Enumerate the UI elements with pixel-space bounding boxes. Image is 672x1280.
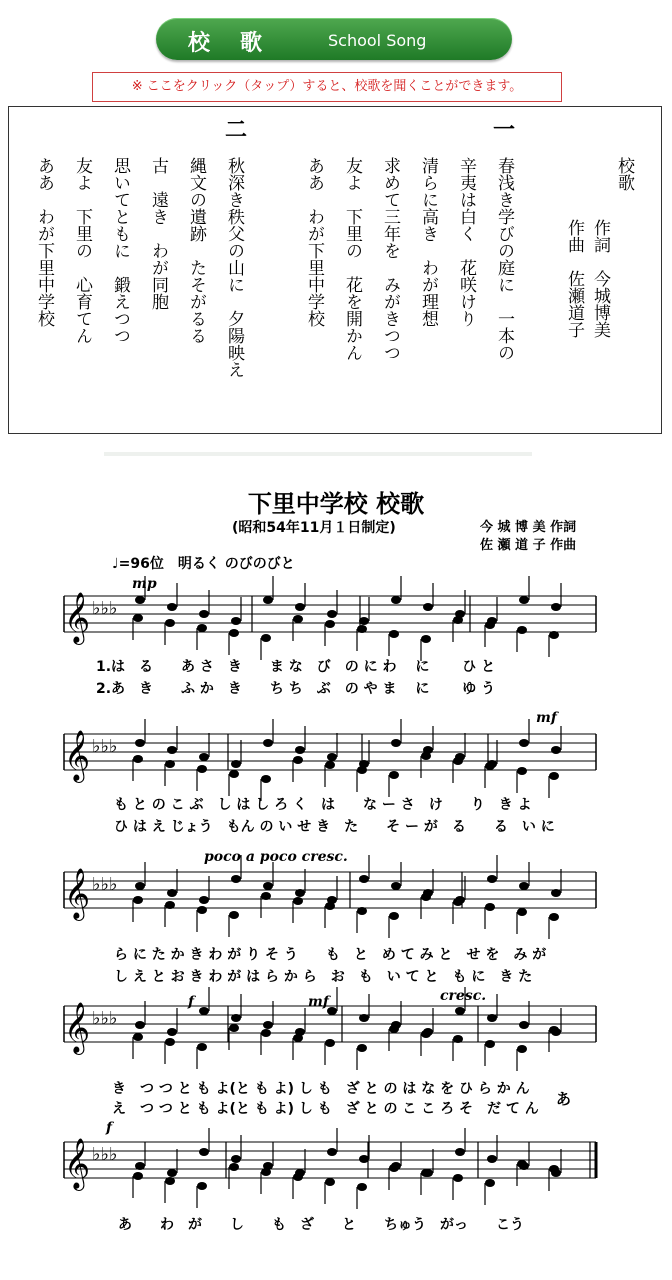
verse2-line: 友よ 下里の 心育てん: [72, 157, 92, 344]
note-head: [295, 746, 305, 754]
note-head: [261, 1168, 271, 1176]
note-head: [327, 753, 337, 761]
banner-subtitle: School Song: [328, 31, 427, 50]
note-head: [135, 739, 145, 747]
key-signature-icon: ♭♭♭: [92, 736, 118, 757]
note-head: [229, 770, 239, 778]
note-head: [487, 875, 497, 883]
note-head: [133, 1172, 143, 1180]
note-head: [519, 1021, 529, 1029]
note-head: [135, 596, 145, 604]
note-head: [517, 626, 527, 634]
note-head: [231, 1155, 241, 1163]
note-head: [485, 762, 495, 770]
verse2-line: 秋深き秩父の山に 夕陽映え: [224, 157, 244, 378]
note-head: [231, 1014, 241, 1022]
note-head: [551, 889, 561, 897]
score-date: (昭和54年11月１日制定): [232, 520, 396, 536]
note-head: [421, 893, 431, 901]
note-head: [549, 913, 559, 921]
note-head: [261, 1029, 271, 1037]
verse1-number: 一: [493, 117, 516, 143]
score-lyric-row: ひ は え じょう もん の い せ き た そ ー が る る い に: [114, 819, 555, 835]
verse1-line: 求めて三年を みがきつつ: [380, 157, 400, 361]
note-head: [229, 629, 239, 637]
play-song-link[interactable]: ※ ここをクリック（タップ）すると、校歌を聞くことができます。: [92, 72, 562, 102]
dynamic-f: f: [188, 994, 195, 1010]
note-head: [485, 1179, 495, 1187]
note-head: [231, 760, 241, 768]
note-head: [167, 603, 177, 611]
note-head: [133, 614, 143, 622]
note-head: [263, 1021, 273, 1029]
note-head: [455, 1007, 465, 1015]
note-head: [261, 892, 271, 900]
note-head: [517, 767, 527, 775]
note-head: [295, 889, 305, 897]
note-head: [389, 630, 399, 638]
note-head: [327, 610, 337, 618]
note-head: [325, 761, 335, 769]
note-head: [359, 617, 369, 625]
note-head: [167, 1169, 177, 1177]
note-head: [263, 739, 273, 747]
treble-clef-icon: 𝄞: [64, 592, 91, 643]
note-head: [487, 1155, 497, 1163]
note-head: [165, 901, 175, 909]
note-head: [199, 1007, 209, 1015]
note-head: [357, 766, 367, 774]
verse1-line: ああ わが下里中学校: [304, 157, 324, 327]
note-head: [421, 1169, 431, 1177]
note-head: [551, 603, 561, 611]
note-head: [293, 897, 303, 905]
note-head: [485, 1040, 495, 1048]
verse2-line: ああ わが下里中学校: [34, 157, 54, 327]
dynamic-f-2: f: [106, 1120, 113, 1136]
note-head: [357, 625, 367, 633]
note-head: [261, 634, 271, 642]
note-head: [167, 1028, 177, 1036]
score-lyric-row: き つ つ と も よ(と も よ) し も ざ と の は な を ひ ら か ん: [112, 1081, 530, 1097]
note-head: [389, 1164, 399, 1172]
note-head: [357, 907, 367, 915]
score-lyric-row: し え と お き わ が は ら か ら お も い て と も に き た: [114, 969, 533, 985]
note-head: [135, 1021, 145, 1029]
note-head: [293, 756, 303, 764]
score-title: 下里中学校 校歌: [247, 490, 425, 518]
note-head: [453, 616, 463, 624]
key-signature-icon: ♭♭♭: [92, 598, 118, 619]
note-head: [357, 1183, 367, 1191]
note-head: [453, 757, 463, 765]
note-head: [517, 1160, 527, 1168]
note-head: [197, 1043, 207, 1051]
note-head: [261, 775, 271, 783]
note-head: [263, 596, 273, 604]
note-head: [389, 1025, 399, 1033]
note-head: [133, 896, 143, 904]
verse1-line: 春浅き学びの庭に 一本の: [494, 157, 514, 361]
note-head: [325, 620, 335, 628]
verse1-line: 辛夷は白く 花咲けり: [456, 157, 476, 327]
note-head: [295, 603, 305, 611]
note-head: [421, 752, 431, 760]
tempo-marking: ♩=96位 明るく のびのびと: [112, 556, 295, 572]
note-head: [165, 1038, 175, 1046]
score-lyricist: 今 城 博 美 作詞: [480, 520, 577, 535]
score-lyric-row: ら に た か き わ が り そ う も と め て み と せ を み が: [114, 947, 547, 963]
note-head: [453, 1174, 463, 1182]
note-head: [549, 1026, 559, 1034]
note-head: [487, 1014, 497, 1022]
note-head: [165, 619, 175, 627]
note-head: [485, 903, 495, 911]
note-head: [359, 1014, 369, 1022]
music-credit: 作曲 佐瀬道子: [564, 219, 584, 338]
note-head: [197, 906, 207, 914]
note-head: [549, 631, 559, 639]
note-head: [199, 753, 209, 761]
score-lyric-row: 1.は る あ さ き ま な び の に わ に ひ と: [96, 659, 496, 675]
dynamic-poco-cresc: poco a poco cresc.: [204, 849, 348, 865]
verse2-line: 縄文の遺跡 たそがるる: [186, 157, 206, 344]
dynamic-mf-2: mf: [308, 994, 329, 1010]
note-head: [325, 1178, 335, 1186]
note-head: [519, 739, 529, 747]
note-head: [549, 772, 559, 780]
note-head: [517, 908, 527, 916]
note-head: [325, 1039, 335, 1047]
note-head: [133, 755, 143, 763]
verse2-line: 思いてともに 鍛えつつ: [110, 157, 130, 344]
note-head: [519, 882, 529, 890]
key-signature-icon: ♭♭♭: [92, 1144, 118, 1165]
note-head: [167, 889, 177, 897]
note-head: [551, 746, 561, 754]
treble-clef-icon: 𝄞: [64, 1002, 91, 1053]
note-head: [391, 596, 401, 604]
banner-title: 校歌: [188, 31, 293, 56]
note-head: [165, 760, 175, 768]
note-head: [199, 1148, 209, 1156]
note-head: [519, 596, 529, 604]
note-head: [197, 1182, 207, 1190]
note-head: [389, 912, 399, 920]
key-signature-icon: ♭♭♭: [92, 1008, 118, 1029]
note-head: [133, 1033, 143, 1041]
note-head: [229, 1163, 239, 1171]
lyrics-title: 校歌: [614, 157, 634, 191]
note-head: [165, 1177, 175, 1185]
note-head: [293, 615, 303, 623]
note-head: [517, 1045, 527, 1053]
note-head: [359, 875, 369, 883]
dynamic-cresc: cresc.: [440, 988, 487, 1004]
score-lyric-row: も と の こ ぶ し は し ろ く は な ー さ け り き よ: [114, 797, 532, 813]
note-head: [325, 902, 335, 910]
note-head: [197, 765, 207, 773]
note-head: [357, 1044, 367, 1052]
lyric-credit: 作詞 今城博美: [590, 219, 610, 338]
score-lyric-row: え つ つ と も よ(と も よ) し も ざ と の こ こ ろ そ だ て ん: [112, 1101, 539, 1117]
note-head: [199, 610, 209, 618]
note-head: [135, 882, 145, 890]
treble-clef-icon: 𝄞: [64, 1138, 91, 1189]
note-head: [229, 1024, 239, 1032]
key-signature-icon: ♭♭♭: [92, 874, 118, 895]
note-head: [389, 771, 399, 779]
note-head: [421, 1030, 431, 1038]
note-head: [197, 624, 207, 632]
note-head: [167, 746, 177, 754]
note-head: [293, 1173, 303, 1181]
verse2-line: 古 遠き わが同胞: [148, 157, 168, 310]
score-lyric-row: あ わ が し も ざ と ちゅう がっ こう: [118, 1217, 524, 1233]
note-head: [327, 1148, 337, 1156]
note-head: [231, 875, 241, 883]
note-head: [423, 603, 433, 611]
dynamic-mf: mf: [536, 710, 557, 726]
note-head: [421, 635, 431, 643]
note-head: [199, 896, 209, 904]
note-head: [485, 621, 495, 629]
verse2-number: 二: [225, 117, 248, 143]
note-head: [229, 911, 239, 919]
treble-clef-icon: 𝄞: [64, 868, 91, 919]
note-head: [453, 898, 463, 906]
score-lyric-row: 2.あ き ふ か き ち ち ぶ の や ま に ゆ う: [96, 681, 496, 697]
note-head: [453, 1035, 463, 1043]
score-composer: 佐 瀬 道 子 作曲: [480, 538, 577, 553]
note-head: [391, 882, 401, 890]
note-head: [263, 882, 273, 890]
note-head: [391, 739, 401, 747]
dynamic-mp: mp: [132, 576, 157, 592]
note-head: [231, 617, 241, 625]
note-head: [327, 1007, 337, 1015]
note-head: [549, 1165, 559, 1173]
verse1-line: 友よ 下里の 花を開かん: [342, 157, 362, 361]
note-head: [135, 1162, 145, 1170]
note-head: [293, 1034, 303, 1042]
verse1-line: 清らに高き わが理想: [418, 157, 438, 327]
verse-ending-mark: あ: [556, 1090, 572, 1108]
treble-clef-icon: 𝄞: [64, 730, 91, 781]
note-head: [455, 1148, 465, 1156]
note-head: [359, 1155, 369, 1163]
